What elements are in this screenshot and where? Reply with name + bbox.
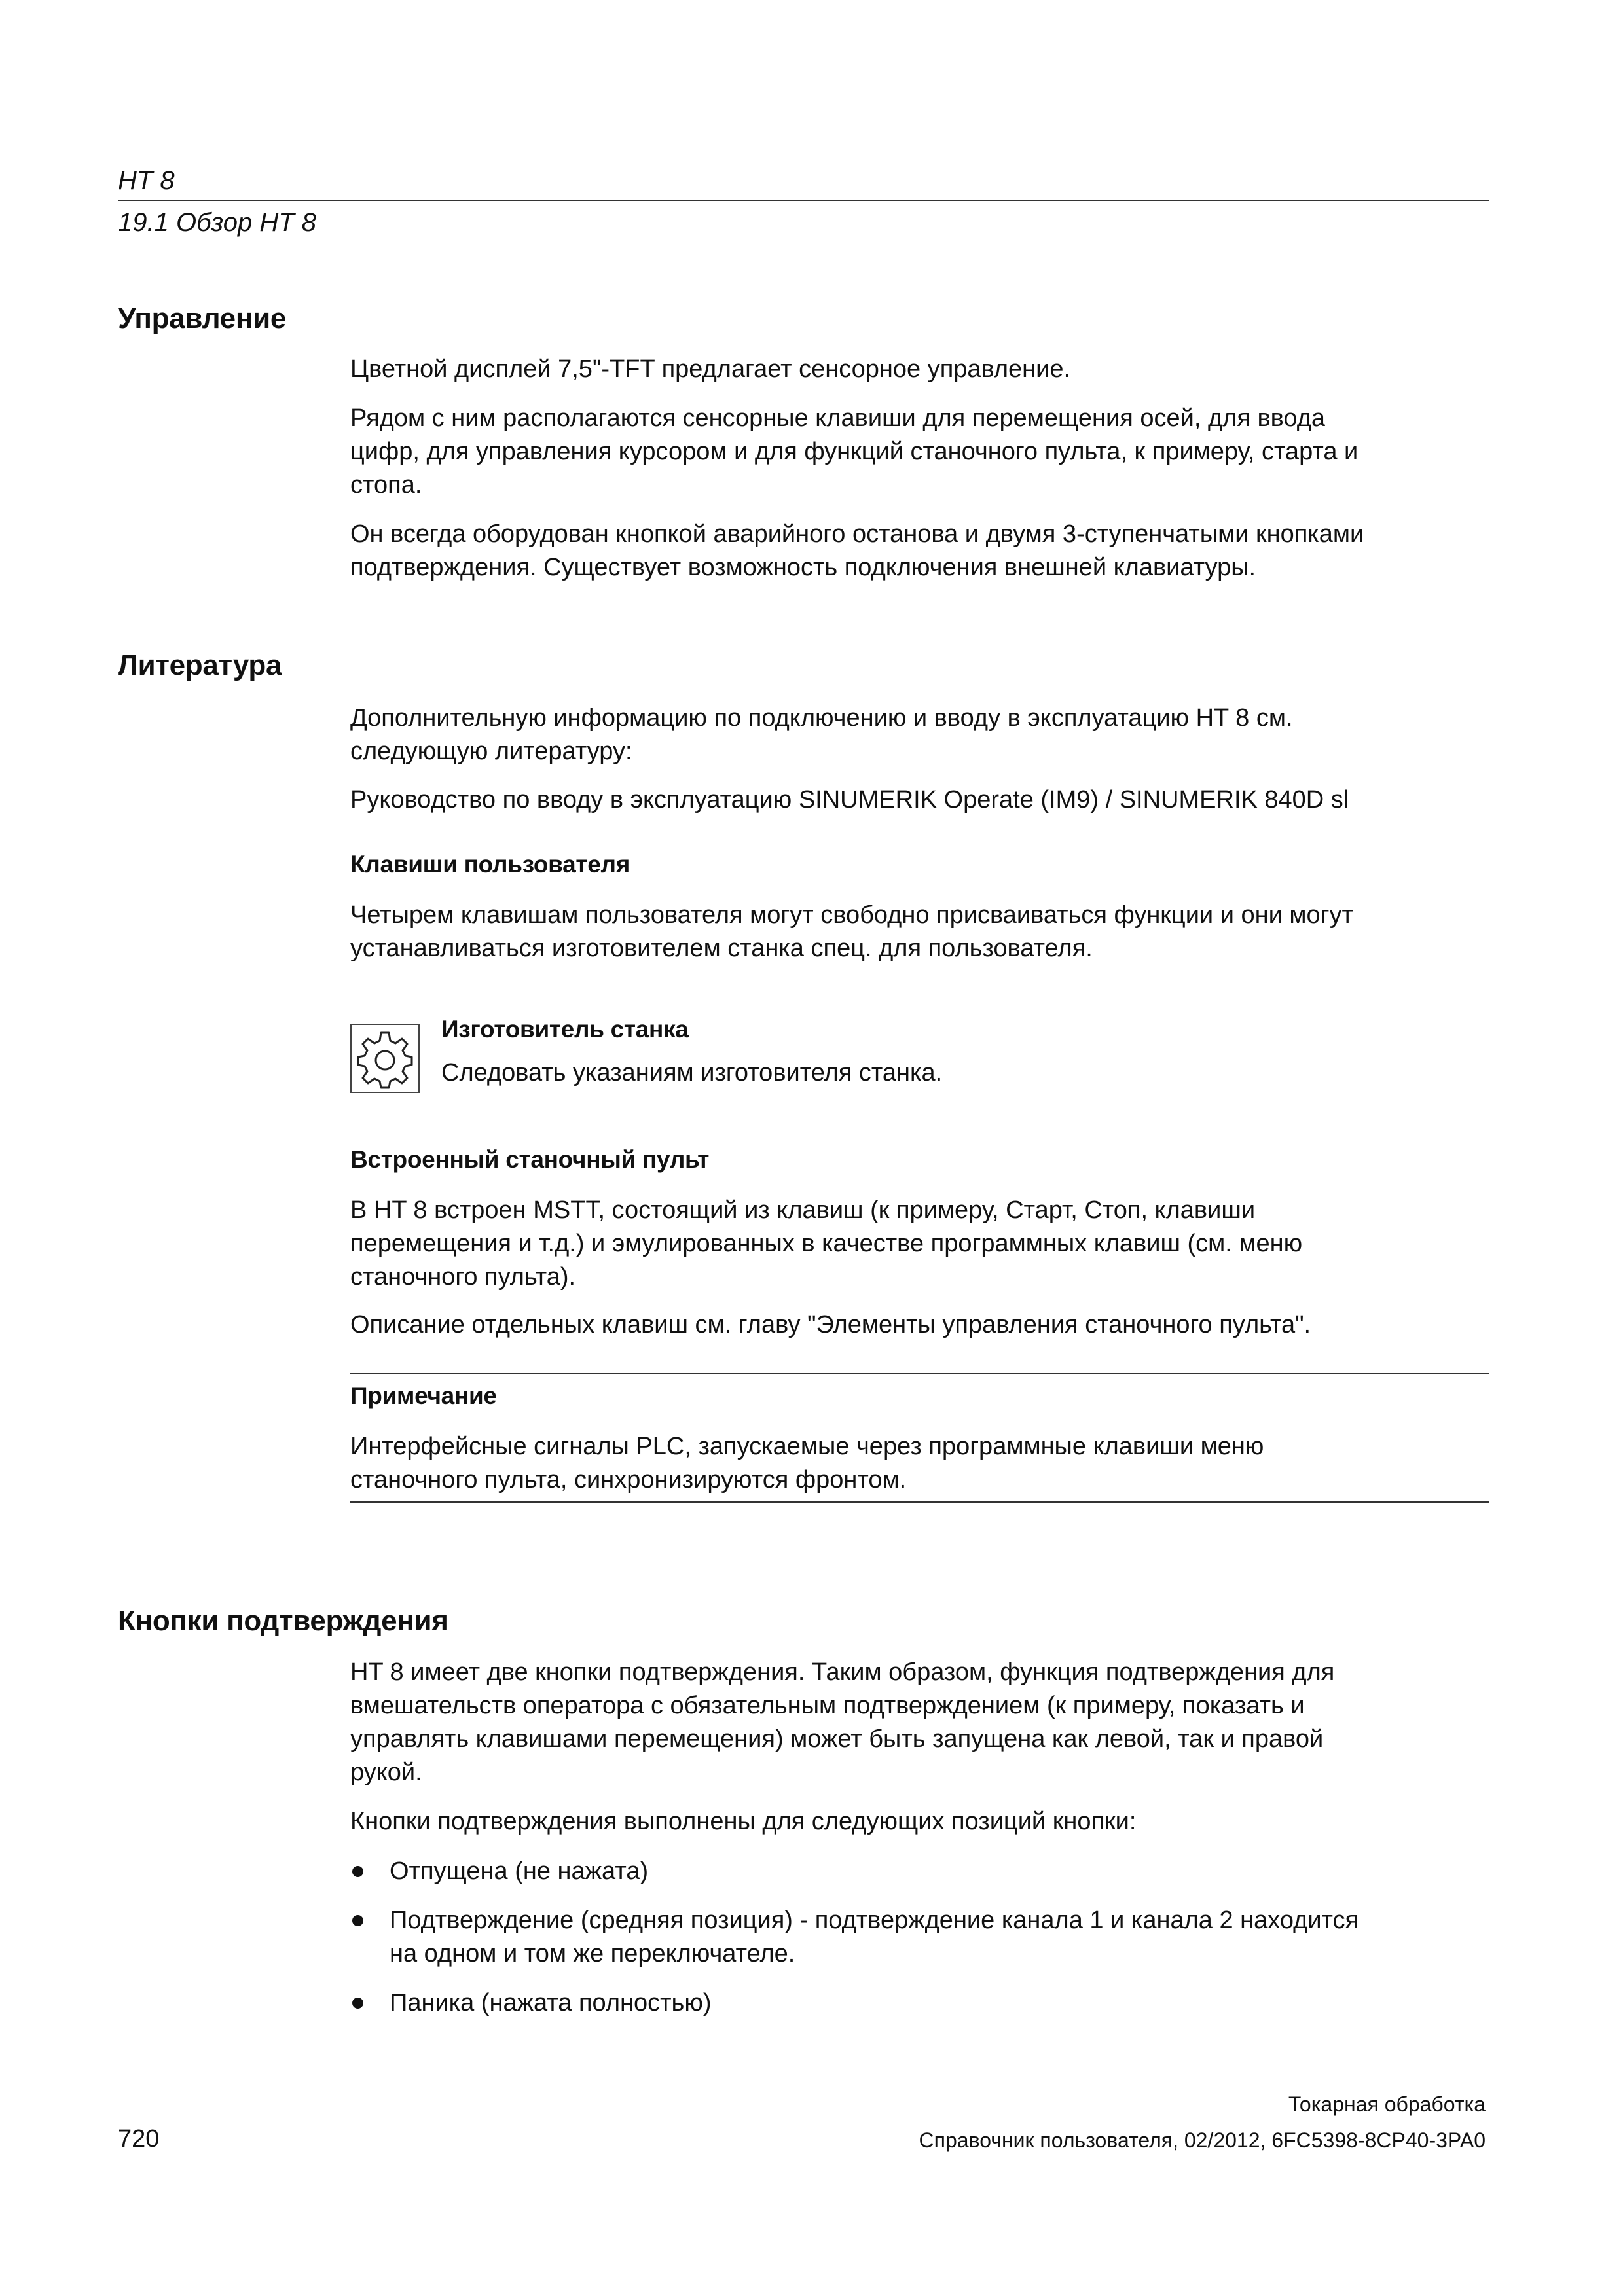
list-item: Подтверждение (средняя позиция) - подтверждение канала 1 и канала 2 находится на одном и том же переключателе. bbox=[390, 1907, 1359, 1967]
note-title: Примечание bbox=[350, 1382, 497, 1409]
confirm-buttons-paragraph-1: HT 8 имеет две кнопки подтверждения. Таким образом, функция подтверждения для вмешательств оператора с обязательным подтверждением (к примеру, показать и управлять клавишами перемещения) может быть запущена как левой, так и правой рукой. bbox=[350, 1659, 1335, 1786]
confirm-buttons-paragraph-2: Кнопки подтверждения выполнены для следующих позиций кнопки: bbox=[350, 1808, 1137, 1835]
heading-literature: Литература bbox=[118, 649, 282, 681]
heading-confirm-buttons: Кнопки подтверждения bbox=[118, 1605, 448, 1637]
bullet-marker bbox=[352, 1866, 363, 1877]
heading-user-keys: Клавиши пользователя bbox=[350, 851, 630, 878]
running-header-chapter: HT 8 bbox=[118, 166, 175, 195]
note-text: Интерфейсные сигналы PLC, запускаемые через программные клавиши меню станочного пульта, синхронизируются фронтом. bbox=[350, 1433, 1264, 1494]
running-header-section: 19.1 Обзор HT 8 bbox=[118, 208, 317, 237]
note-top-rule bbox=[350, 1373, 1489, 1374]
list-item: Отпущена (не нажата) bbox=[390, 1857, 649, 1885]
builtin-panel-paragraph-1: В HT 8 встроен MSTT, состоящий из клавиш (к примеру, Старт, Стоп, клавиши перемещения и т.д.) и эмулированных в качестве программных клавиш (см. меню станочного пульта). bbox=[350, 1196, 1303, 1291]
bullet-marker bbox=[352, 1998, 363, 2009]
manufacturer-note-text: Следовать указаниям изготовителя станка. bbox=[441, 1059, 943, 1086]
list-item: Паника (нажата полностью) bbox=[390, 1989, 712, 2017]
footer-doc-ref: Справочник пользователя, 02/2012, 6FC5398-8CP40-3PA0 bbox=[919, 2128, 1486, 2152]
control-paragraph-1: Цветной дисплей 7,5"-TFT предлагает сенсорное управление. bbox=[350, 355, 1071, 383]
control-paragraph-3: Он всегда оборудован кнопкой аварийного останова и двумя 3-ступенчатыми кнопками подтверждения. Существует возможность подключения внешней клавиатуры. bbox=[350, 520, 1364, 581]
control-paragraph-2: Рядом с ним располагаются сенсорные клавиши для перемещения осей, для ввода цифр, для управления курсором и для функций станочного пульта, к примеру, старта и стопа. bbox=[350, 404, 1359, 499]
manufacturer-note-title: Изготовитель станка bbox=[441, 1016, 689, 1043]
literature-reference: Руководство по вводу в эксплуатацию SINUMERIK Operate (IM9) / SINUMERIK 840D sl bbox=[350, 786, 1349, 814]
heading-builtin-panel: Встроенный станочный пульт bbox=[350, 1146, 710, 1173]
literature-paragraph-1: Дополнительную информацию по подключению и вводу в эксплуатацию HT 8 см. следующую литературу: bbox=[350, 704, 1293, 765]
note-bottom-rule bbox=[350, 1501, 1489, 1503]
footer-doc-title: Токарная обработка bbox=[1288, 2092, 1486, 2116]
builtin-panel-paragraph-2: Описание отдельных клавиш см. главу "Элементы управления станочного пульта". bbox=[350, 1311, 1311, 1338]
user-keys-paragraph: Четырем клавишам пользователя могут свободно присваиваться функции и они могут устанавливаться изготовителем станка спец. для пользователя. bbox=[350, 901, 1353, 962]
bullet-marker bbox=[352, 1915, 363, 1926]
gear-icon bbox=[350, 1024, 420, 1093]
header-rule bbox=[118, 200, 1489, 201]
heading-control: Управление bbox=[118, 302, 287, 334]
page-number: 720 bbox=[118, 2125, 160, 2153]
